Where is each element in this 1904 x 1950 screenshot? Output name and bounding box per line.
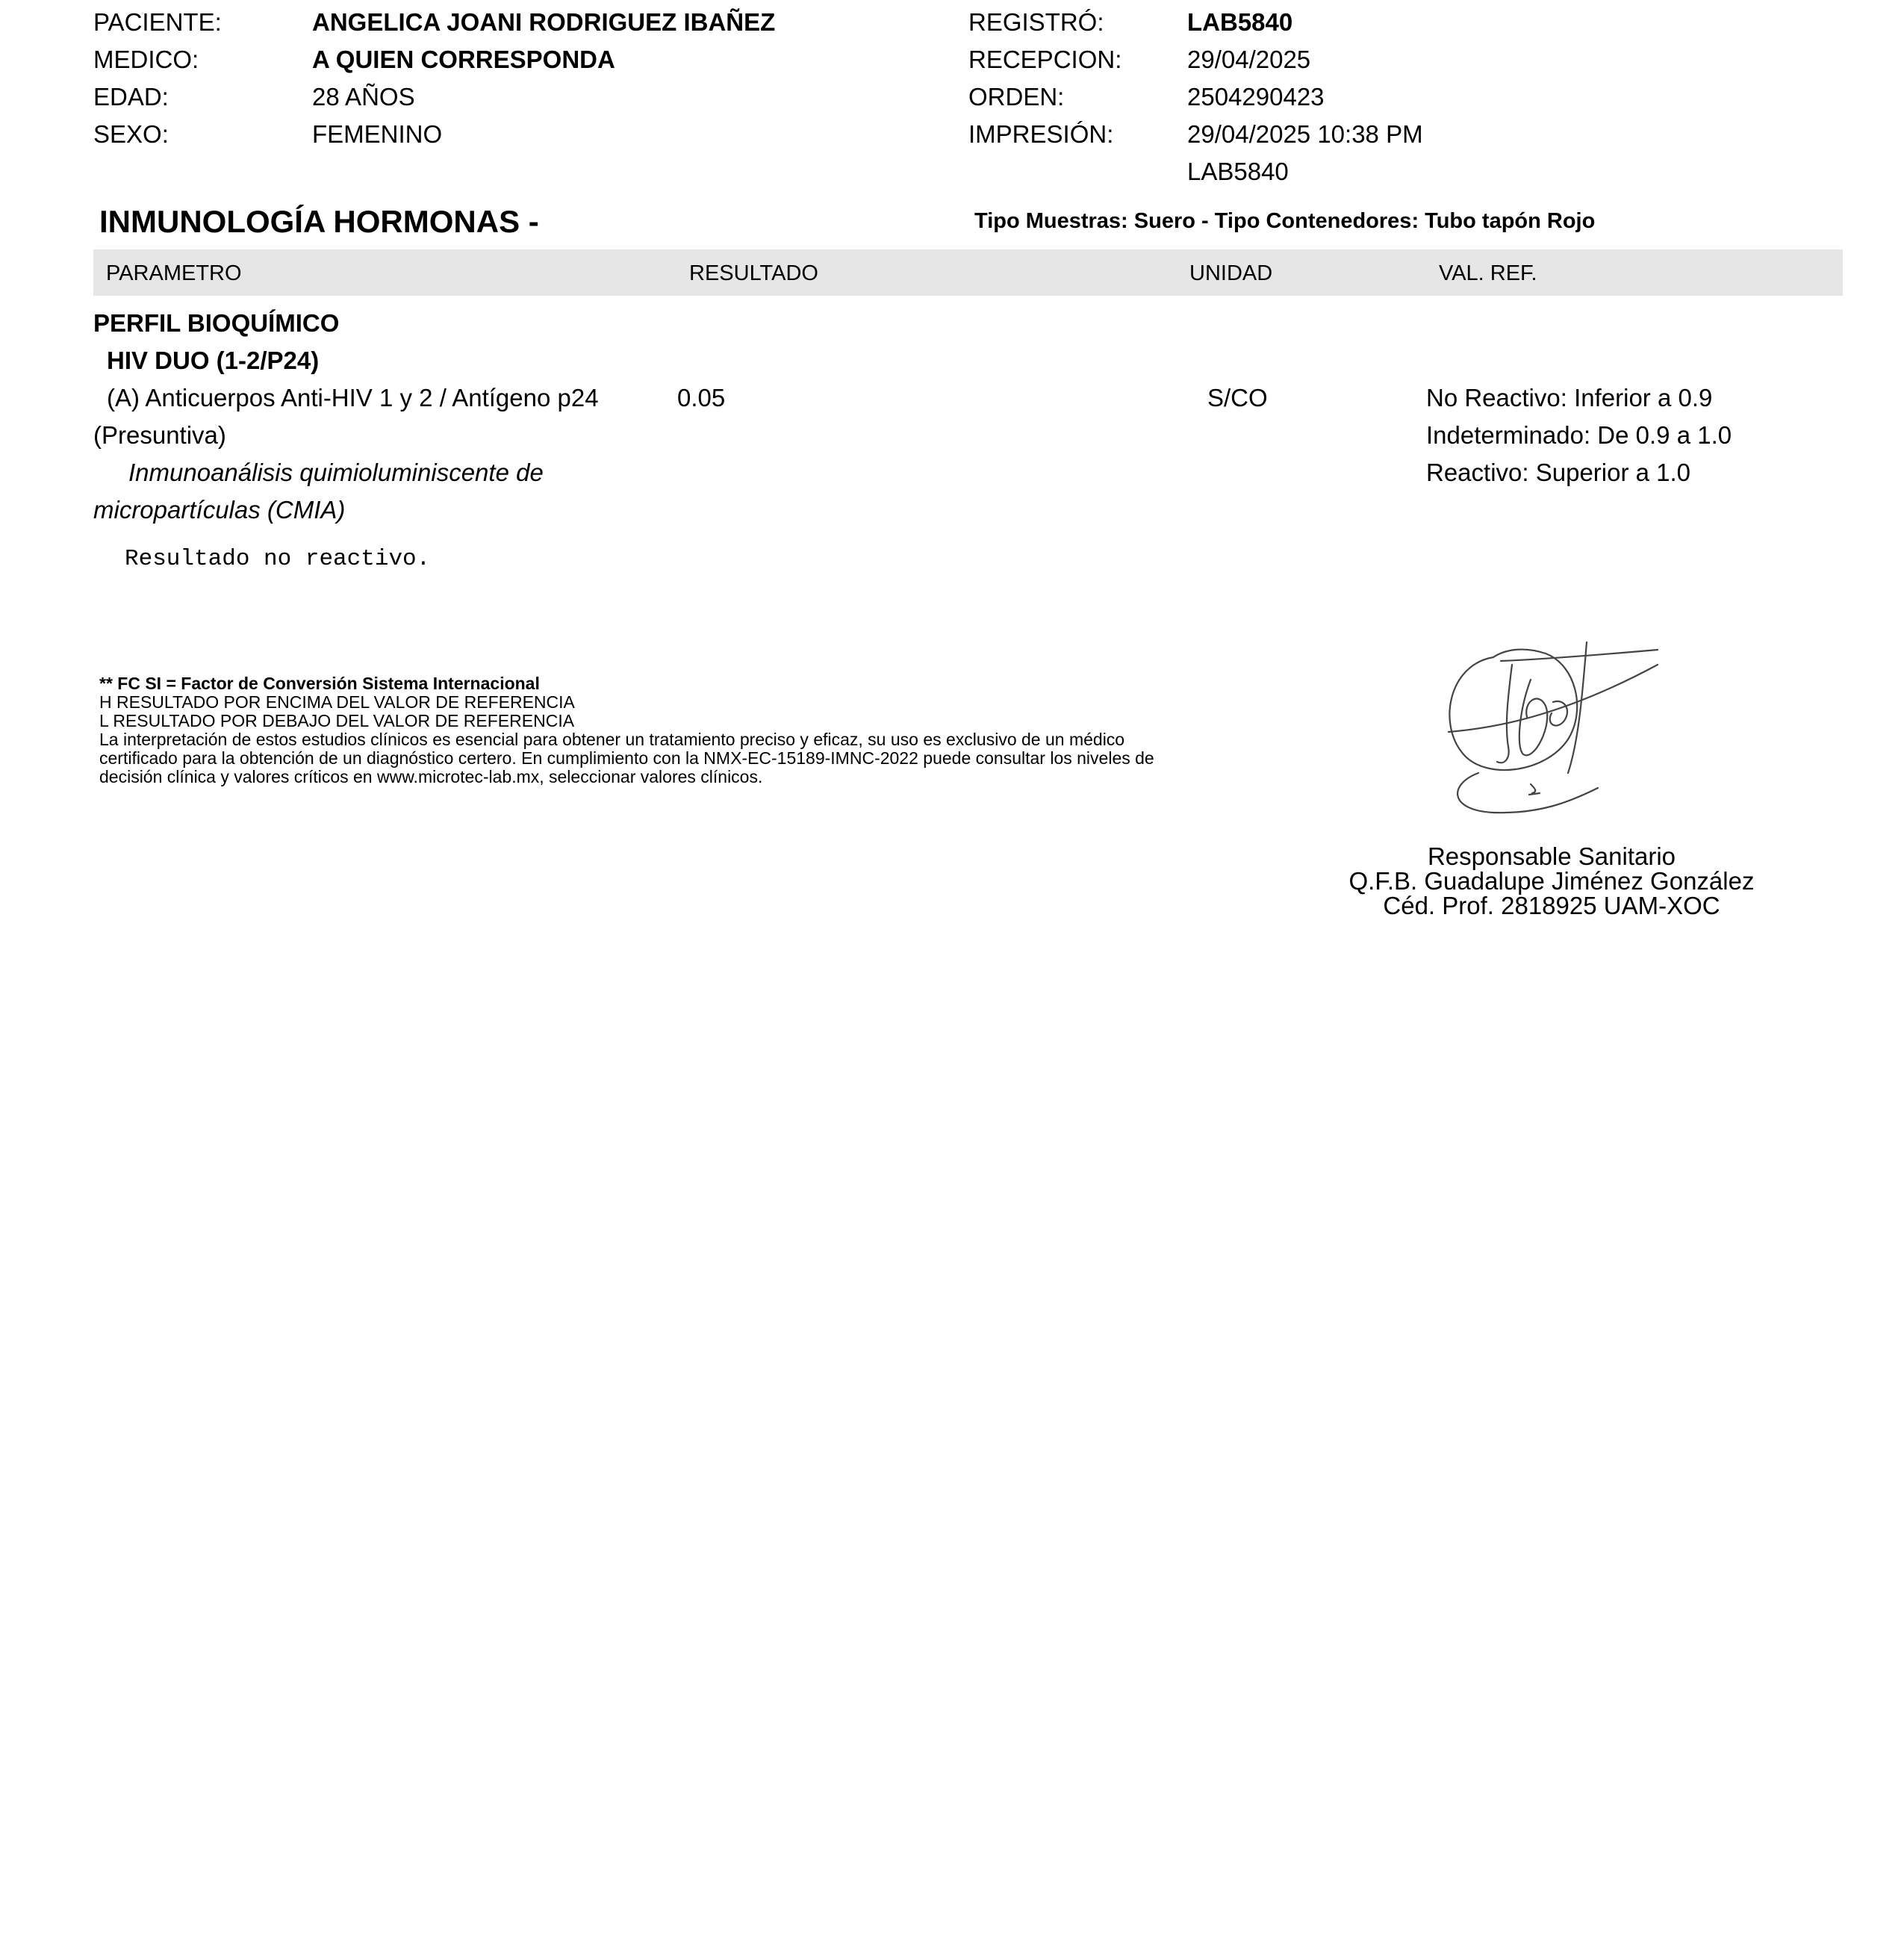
test-title: HIV DUO (1-2/P24) <box>107 347 320 374</box>
column-header-bar <box>93 249 1843 296</box>
edad-value: 28 AÑOS <box>312 83 415 111</box>
medico-value: A QUIEN CORRESPONDA <box>312 46 615 73</box>
col-val-ref: VAL. REF. <box>1439 261 1537 285</box>
footer-line3: L RESULTADO POR DEBAJO DEL VALOR DE REFERENCIA <box>99 711 575 730</box>
method-line2: micropartículas (CMIA) <box>93 496 346 524</box>
col-parametro: PARAMETRO <box>106 261 242 285</box>
sexo-label: SEXO: <box>93 120 169 148</box>
signature-name: Q.F.B. Guadalupe Jiménez González <box>1348 867 1755 895</box>
sample-info: Tipo Muestras: Suero - Tipo Contenedores: Tubo tapón Rojo <box>974 209 1596 233</box>
edad-label: EDAD: <box>93 83 169 111</box>
method-line1: Inmunoanálisis quimioluminiscente de <box>128 459 544 486</box>
result-value: 0.05 <box>677 384 726 412</box>
footer-line1: ** FC SI = Factor de Conversión Sistema Internacional <box>99 674 540 693</box>
orden-label: ORDEN: <box>968 83 1065 111</box>
impresion-value: 29/04/2025 10:38 PM <box>1187 120 1423 148</box>
registro-value: LAB5840 <box>1187 8 1293 36</box>
ref-line3: Reactivo: Superior a 1.0 <box>1426 459 1691 486</box>
footer-line2: H RESULTADO POR ENCIMA DEL VALOR DE REFERENCIA <box>99 692 575 712</box>
result-unit: S/CO <box>1207 384 1268 412</box>
param-line1: (A) Anticuerpos Anti-HIV 1 y 2 / Antígeno p24 <box>107 384 599 412</box>
param-line2: (Presuntiva) <box>93 421 226 449</box>
registro-label: REGISTRÓ: <box>968 8 1104 36</box>
result-comment: Resultado no reactivo. <box>125 546 431 572</box>
impresion-user: LAB5840 <box>1187 158 1289 185</box>
signature-image <box>1434 635 1673 829</box>
group-title: PERFIL BIOQUÍMICO <box>93 309 340 337</box>
footer-line5: certificado para la obtención de un diagnóstico certero. En cumplimiento con la NMX-EC-15189-IMNC-2022 puede consultar los niveles de <box>99 748 1154 768</box>
paciente-label: PACIENTE: <box>93 8 222 36</box>
col-unidad: UNIDAD <box>1189 261 1273 285</box>
recepcion-label: RECEPCION: <box>968 46 1122 73</box>
signature-cedula: Céd. Prof. 2818925 UAM-XOC <box>1383 892 1720 919</box>
paciente-value: ANGELICA JOANI RODRIGUEZ IBAÑEZ <box>312 8 776 36</box>
recepcion-value: 29/04/2025 <box>1187 46 1311 73</box>
section-title: INMUNOLOGÍA HORMONAS - <box>99 204 539 239</box>
col-resultado: RESULTADO <box>689 261 818 285</box>
impresion-label: IMPRESIÓN: <box>968 120 1114 148</box>
medico-label: MEDICO: <box>93 46 199 73</box>
orden-value: 2504290423 <box>1187 83 1325 111</box>
footer-line4: La interpretación de estos estudios clínicos es esencial para obtener un tratamiento preciso y eficaz, su uso es exclusivo de un médico <box>99 730 1125 749</box>
signature-role: Responsable Sanitario <box>1427 842 1676 870</box>
footer-line6: decisión clínica y valores críticos en www.microtec-lab.mx, seleccionar valores clínicos. <box>99 767 763 786</box>
ref-line1: No Reactivo: Inferior a 0.9 <box>1426 384 1713 412</box>
ref-line2: Indeterminado: De 0.9 a 1.0 <box>1426 421 1732 449</box>
sexo-value: FEMENINO <box>312 120 443 148</box>
